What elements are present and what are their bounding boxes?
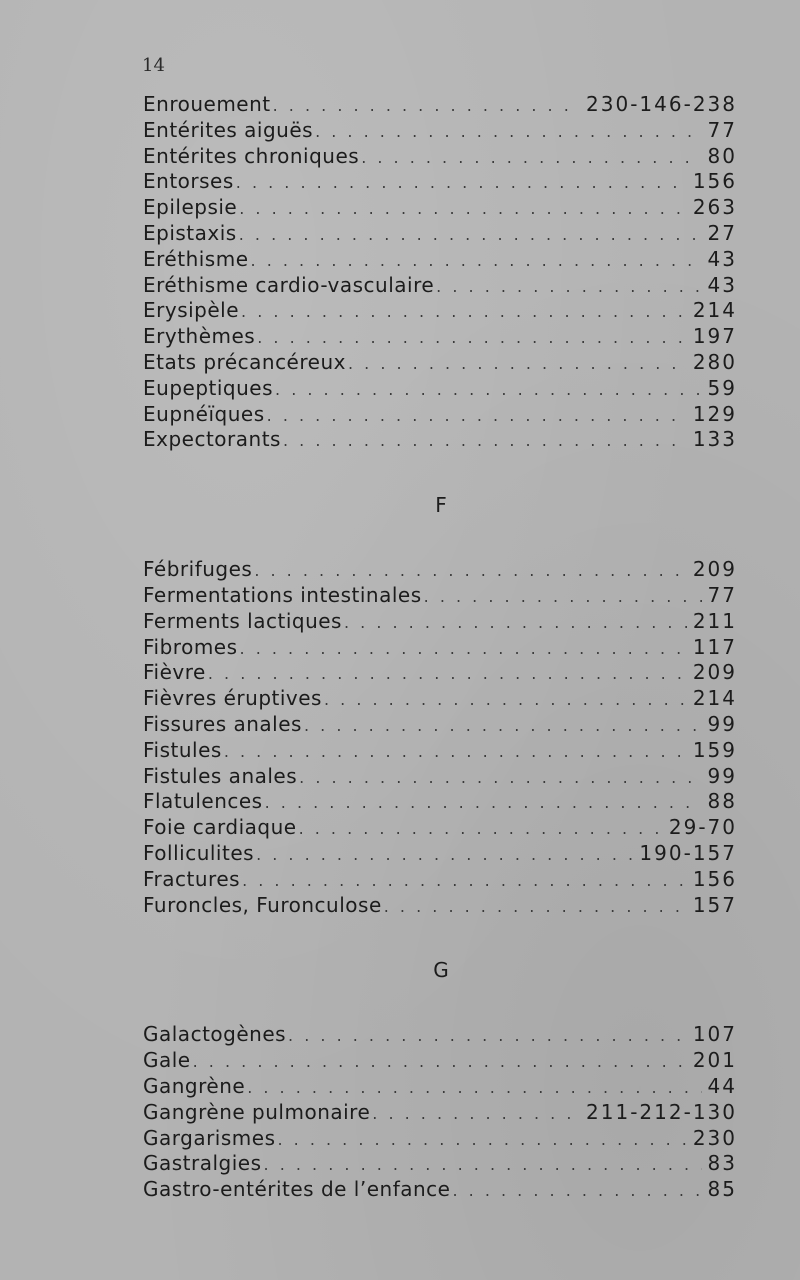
entry-term: Fibromes — [143, 634, 238, 659]
dot-leader — [247, 1075, 701, 1101]
dot-leader — [361, 145, 701, 171]
index-entry — [143, 1177, 737, 1203]
dot-leader — [372, 1101, 580, 1127]
entry-term: Eupnéïques — [143, 401, 265, 426]
entry-pages: 201 — [692, 1048, 737, 1073]
entry-pages: 133 — [692, 427, 737, 452]
dot-leader — [273, 93, 580, 119]
dot-leader — [239, 222, 702, 248]
section-heading-g — [143, 918, 737, 1022]
entry-pages: 80 — [707, 143, 737, 168]
dot-leader — [236, 170, 687, 196]
index-entry — [143, 1074, 737, 1100]
dot-leader — [256, 842, 633, 868]
entry-term: Fébrifuges — [143, 557, 253, 582]
index-entry — [143, 764, 737, 790]
dot-leader — [384, 894, 687, 920]
entry-pages: 263 — [692, 195, 737, 220]
index-entry — [143, 1022, 737, 1048]
entry-term: Gangrène pulmonaire — [143, 1099, 371, 1124]
entry-term: Flatulences — [143, 789, 263, 814]
dot-leader — [257, 325, 687, 351]
entry-term: Enrouement — [143, 92, 271, 116]
section-letter: F — [435, 493, 447, 518]
entry-term: Fermentations intestinales — [143, 582, 422, 607]
dot-leader — [348, 351, 687, 377]
entry-pages: 280 — [692, 349, 737, 374]
entry-pages: 77 — [707, 117, 737, 142]
dot-leader — [299, 816, 663, 842]
entry-term: Entérites chroniques — [143, 143, 360, 168]
entry-term: Eupeptiques — [143, 375, 274, 400]
index-entry — [143, 324, 737, 350]
entry-term: Eréthisme — [143, 246, 249, 271]
entry-pages: 83 — [707, 1151, 737, 1176]
page-number: 14 — [142, 55, 165, 76]
entry-pages: 211 — [692, 608, 737, 633]
dot-leader — [193, 1049, 687, 1075]
entry-pages: 129 — [692, 401, 737, 426]
entry-term: Gargarismes — [143, 1125, 276, 1150]
entry-pages: 44 — [707, 1073, 737, 1098]
entry-term: Furoncles, Furonculose — [143, 892, 382, 917]
entry-term: Fissures anales — [143, 711, 302, 736]
index-entry — [143, 1100, 737, 1126]
index-entry — [143, 686, 737, 712]
entry-term: Ferments lactiques — [143, 608, 342, 633]
index-entry — [143, 376, 737, 402]
dot-leader — [452, 1178, 701, 1204]
dot-leader — [275, 377, 702, 403]
entry-pages: 99 — [707, 711, 737, 736]
dot-leader — [277, 1127, 686, 1153]
entry-pages: 159 — [692, 737, 737, 762]
entry-term: Fractures — [143, 866, 241, 891]
entry-term: Fièvres éruptives — [143, 686, 322, 711]
entry-pages: 214 — [692, 298, 737, 323]
dot-leader — [251, 248, 702, 274]
section-letter: G — [433, 958, 449, 983]
entry-term: Epistaxis — [143, 220, 237, 245]
entry-term: Epilepsie — [143, 195, 238, 220]
entry-term: Fistules — [143, 737, 222, 762]
entry-pages: 77 — [707, 582, 737, 607]
entry-pages: 156 — [692, 169, 737, 194]
index-list — [143, 92, 737, 1203]
dot-leader — [242, 868, 687, 894]
dot-leader — [264, 1152, 702, 1178]
index-entry — [143, 221, 737, 247]
dot-leader — [240, 636, 687, 662]
index-entry — [143, 118, 737, 144]
entry-term: Erythèmes — [143, 324, 256, 349]
entry-pages: 29-70 — [668, 815, 737, 840]
dot-leader — [288, 1023, 687, 1049]
entry-pages: 156 — [692, 866, 737, 891]
dot-leader — [304, 713, 702, 739]
dot-leader — [208, 661, 687, 687]
entry-pages: 230 — [692, 1125, 737, 1150]
entry-term: Entorses — [143, 169, 234, 194]
index-entry — [143, 402, 737, 428]
dot-leader — [436, 274, 701, 300]
entry-pages: 211-212-130 — [586, 1099, 737, 1124]
index-entry — [143, 660, 737, 686]
dot-leader — [324, 687, 687, 713]
index-entry — [143, 1048, 737, 1074]
entry-pages: 88 — [707, 789, 737, 814]
entry-pages: 209 — [692, 660, 737, 685]
entry-term: Expectorants — [143, 427, 281, 452]
section-heading-f — [143, 453, 737, 557]
entry-term: Galactogènes — [143, 1022, 287, 1047]
entry-pages: 190-157 — [639, 840, 737, 865]
index-entry — [143, 298, 737, 324]
index-entry — [143, 867, 737, 893]
index-entry — [143, 635, 737, 661]
dot-leader — [344, 610, 687, 636]
index-entry — [143, 1126, 737, 1152]
entry-pages: 59 — [707, 375, 737, 400]
entry-pages: 107 — [692, 1022, 737, 1047]
dot-leader — [315, 119, 701, 145]
dot-leader — [267, 403, 687, 429]
dot-leader — [241, 299, 687, 325]
dot-leader — [254, 558, 686, 584]
entry-pages: 85 — [707, 1177, 737, 1202]
dot-leader — [239, 196, 687, 222]
entry-term: Etats précancéreux — [143, 349, 346, 374]
index-entry — [143, 1151, 737, 1177]
entry-pages: 27 — [707, 220, 737, 245]
index-entry — [143, 427, 737, 453]
index-entry — [143, 144, 737, 170]
dot-leader — [224, 739, 687, 765]
entry-term: Gale — [143, 1048, 191, 1073]
index-entry — [143, 893, 737, 919]
index-entry — [143, 92, 737, 118]
entry-term: Foie cardiaque — [143, 815, 297, 840]
entry-pages: 157 — [692, 892, 737, 917]
entry-pages: 209 — [692, 557, 737, 582]
index-entry — [143, 195, 737, 221]
entry-pages: 43 — [707, 272, 737, 297]
entry-term: Gangrène — [143, 1073, 246, 1098]
dot-leader — [283, 428, 687, 454]
index-entry — [143, 169, 737, 195]
entry-term: Fièvre — [143, 660, 206, 685]
entry-term: Fistules anales — [143, 763, 298, 788]
index-entry — [143, 273, 737, 299]
entry-term: Gastralgies — [143, 1151, 262, 1176]
entry-term: Folliculites — [143, 840, 255, 865]
dot-leader — [299, 765, 701, 791]
entry-term: Eréthisme cardio-vasculaire — [143, 272, 435, 297]
dot-leader — [424, 584, 702, 610]
entry-pages: 43 — [707, 246, 737, 271]
entry-term: Entérites aiguës — [143, 117, 314, 142]
index-entry — [143, 815, 737, 841]
index-entry — [143, 789, 737, 815]
index-entry — [143, 609, 737, 635]
entry-term: Gastro-entérites de l’enfance — [143, 1177, 451, 1202]
index-entry — [143, 557, 737, 583]
entry-pages: 230-146-238 — [586, 92, 737, 116]
entry-pages: 99 — [707, 763, 737, 788]
index-entry — [143, 350, 737, 376]
index-entry — [143, 247, 737, 273]
index-entry — [143, 712, 737, 738]
index-entry — [143, 841, 737, 867]
entry-pages: 117 — [692, 634, 737, 659]
entry-pages: 214 — [692, 686, 737, 711]
index-entry — [143, 583, 737, 609]
index-entry — [143, 738, 737, 764]
dot-leader — [265, 790, 702, 816]
entry-term: Erysipèle — [143, 298, 240, 323]
entry-pages: 197 — [692, 324, 737, 349]
